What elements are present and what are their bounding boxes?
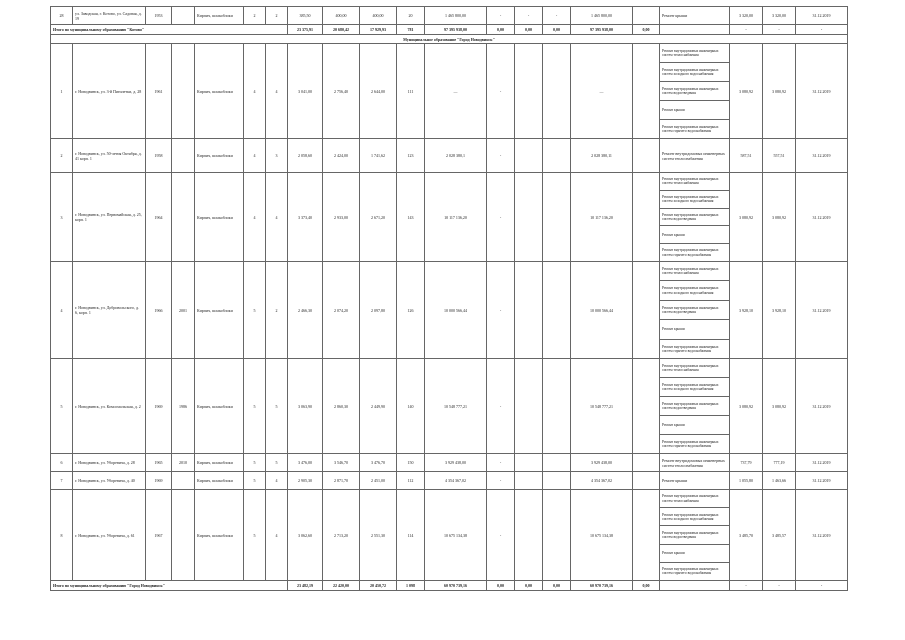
row-cost-total: — [425,44,487,139]
row-specific-cost: 3 080,92 [730,44,763,139]
row-number: 6 [51,454,73,472]
total-limit: - [763,25,796,35]
row-works [660,173,730,262]
row-year: 1953 [146,7,172,25]
row-limit-cost: 1 463,66 [763,472,796,490]
row-wall-material: Кирпич, шлакоблоки [195,7,244,25]
row-empty [633,472,660,490]
row-floors: 2 [244,7,266,25]
work-type: Ремонт внутридомовых инженерных систем теплоснабжения [660,490,729,508]
row-floors: 5 [244,490,266,581]
total-fund: 0,00 [487,581,515,591]
row-area-owned: 2 451,00 [360,472,397,490]
row-empty [633,44,660,139]
row-address: г. Новодвинск, ул. 50-летия Октября, д. 41 корп. 1 [73,139,146,173]
row-entrances: 4 [266,173,288,262]
row-year: 1958 [146,139,172,173]
work-list [660,173,729,261]
total-owners: 97 395 938,00 [571,25,633,35]
row-fund: - [487,472,515,490]
total-row-kotovo [51,25,848,35]
row-fund: - [487,44,515,139]
total-extra: 0,00 [633,581,660,591]
work-list [660,490,729,580]
row-area-living: 2 424,00 [323,139,360,173]
row-region [515,44,543,139]
row-year: 1961 [146,44,172,139]
row-local [543,454,571,472]
total-specific: - [730,25,763,35]
row-number: 7 [51,472,73,490]
total-area-living: 22 420,00 [323,581,360,591]
row-local [543,173,571,262]
row-year-renovation [172,173,195,262]
table-row [51,7,848,25]
row-area-living: 2 756,40 [323,44,360,139]
row-area-living: 2 713,20 [323,490,360,581]
row-residents: 126 [397,262,425,359]
row-area-total: 3 062,60 [288,490,323,581]
row-number: 2 [51,139,73,173]
row-address: г. Новодвинск, ул. Уборевича, д. 61 [73,490,146,581]
work-type: Ремонт внутридомовых инженерных систем теплоснабжения [660,262,729,281]
table-row [51,472,848,490]
row-local [543,490,571,581]
total-residents: 1 098 [397,581,425,591]
row-area-owned: 2 551,30 [360,490,397,581]
row-entrances: 4 [266,490,288,581]
row-area-owned: 2 671,20 [360,173,397,262]
row-region [515,173,543,262]
row-wall-material: Кирпич, шлакоблоки [195,139,244,173]
section-title: Муниципальное образование "Город Новодвинск" [51,35,848,44]
table-row [51,173,848,262]
row-residents: 112 [397,472,425,490]
row-limit-cost: 3 080,92 [763,173,796,262]
row-owners: 10 548 777,21 [571,359,633,454]
row-owners: 10 675 134,38 [571,490,633,581]
row-area-owned: 2 449,90 [360,359,397,454]
row-fund: - [487,262,515,359]
row-owners: 10 117 136,20 [571,173,633,262]
row-residents: 150 [397,454,425,472]
row-year-renovation [172,44,195,139]
row-limit-cost: 557,51 [763,139,796,173]
row-specific-cost: 3 485,70 [730,490,763,581]
row-address: г. Новодвинск, ул. Уборевича, д. 28 [73,454,146,472]
table-row [51,454,848,472]
row-limit-cost: 777,19 [763,454,796,472]
total-row-novodvinsk [51,581,848,591]
row-empty [633,262,660,359]
row-floors: 4 [244,139,266,173]
work-type: Ремонт крыши [660,545,729,563]
row-year: 1964 [146,173,172,262]
row-number: 5 [51,359,73,454]
row-deadline: 31.12.2019 [796,359,848,454]
work-type: Ремонт внутридомовых инженерных систем холодного водоснабжения [660,378,729,397]
row-number: 4 [51,262,73,359]
row-area-total: 2 905,30 [288,472,323,490]
row-specific-cost: 3 080,92 [730,173,763,262]
row-area-total: 3 041,00 [288,44,323,139]
row-deadline: 31.12.2019 [796,262,848,359]
row-number: 3 [51,173,73,262]
row-address: г. Новодвинск, ул. Уборевича, д. 40 [73,472,146,490]
row-local [543,359,571,454]
total-area-living: 20 680,42 [323,25,360,35]
row-area-total: 2 466,30 [288,262,323,359]
row-area-owned: 400,00 [360,7,397,25]
row-local [543,262,571,359]
row-cost-total: 2 028 380,1 [425,139,487,173]
row-year-renovation: 2010 [172,454,195,472]
row-region [515,139,543,173]
work-type: Ремонт крыши [662,478,688,483]
row-floors: 5 [244,472,266,490]
row-local: - [543,7,571,25]
row-works [660,454,730,472]
total-area-owned: 20 450,72 [360,581,397,591]
work-type: Ремонт крыши [660,416,729,435]
row-wall-material: Кирпич, шлакоблоки [195,490,244,581]
total-empty [660,581,730,591]
row-floors: 4 [244,44,266,139]
total-deadline: - [796,25,848,35]
row-floors: 5 [244,359,266,454]
row-local [543,44,571,139]
row-wall-material: Кирпич, шлакоблоки [195,262,244,359]
total-local: 0,00 [543,581,571,591]
row-cost-total: 4 354 367,02 [425,472,487,490]
row-entrances: 4 [266,472,288,490]
work-type: Ремонт внутридомовых инженерных систем водоотведения [660,82,729,101]
work-type: Ремонт внутридомовых инженерных систем холодного водоснабжения [660,63,729,82]
row-fund: - [487,173,515,262]
row-empty [633,139,660,173]
row-year: 1967 [146,490,172,581]
row-works [660,44,730,139]
row-work-type: Ремонт крыши [660,7,730,25]
row-area-living: 2 860,30 [323,359,360,454]
work-type: Ремонт внутридомовых инженерных систем водоотведения [660,526,729,544]
row-wall-material: Кирпич, шлакоблоки [195,44,244,139]
work-type: Ремонт внутридомовых инженерных систем горячего водоснабжения [662,567,719,576]
row-wall-material: Кирпич, шлакоблоки [195,472,244,490]
row-specific-cost: 3 080,92 [730,359,763,454]
row-fund: - [487,454,515,472]
row-entrances: 5 [266,454,288,472]
row-deadline: 31.12.2019 [796,173,848,262]
row-wall-material: Кирпич, шлакоблоки [195,359,244,454]
table-row [51,490,848,581]
row-entrances: 3 [266,139,288,173]
row-residents: 20 [397,7,425,25]
row-owners: 4 354 367,02 [571,472,633,490]
row-limit-cost: 3 080,92 [763,44,796,139]
row-year-renovation [172,7,195,25]
row-cost-total: 10 000 566,44 [425,262,487,359]
row-empty [633,7,660,25]
row-year: 1969 [146,472,172,490]
work-type: Ремонт внутридомовых инженерных систем теплоснабжения [662,457,725,468]
row-year-renovation: 1986 [172,359,195,454]
row-address: г. Новодвинск, ул. Первомайская, д. 25, корп. 1 [73,173,146,262]
row-year: 1969 [146,359,172,454]
row-area-total: 3 476,00 [288,454,323,472]
work-type: Ремонт внутридомовых инженерных систем теплоснабжения [660,44,729,63]
row-local [543,139,571,173]
work-type: Ремонт внутридомовых инженерных систем холодного водоснабжения [660,281,729,300]
row-fund: - [487,139,515,173]
row-area-total: 3 063,90 [288,359,323,454]
row-wall-material: Кирпич, шлакоблоки [195,173,244,262]
row-address: ул. Заводская, г. Котово, ул. Садовая, д. 19 [73,7,146,25]
row-area-owned: 1 741,62 [360,139,397,173]
total-extra: 0,00 [633,25,660,35]
row-area-living: 2 871,70 [323,472,360,490]
row-cost-total: 3 929 438,00 [425,454,487,472]
row-residents: 140 [397,359,425,454]
row-limit-cost: 3 485,57 [763,490,796,581]
row-works [660,139,730,173]
total-region: 0,00 [515,581,543,591]
row-entrances: 2 [266,262,288,359]
row-area-living: 3 546,70 [323,454,360,472]
work-type: Ремонт внутридомовых инженерных систем холодного водоснабжения [660,508,729,526]
row-floors: 4 [244,173,266,262]
work-type: Ремонт внутридомовых инженерных систем теплоснабжения [662,150,725,161]
work-list [660,262,729,358]
work-list [660,44,729,138]
row-year: 1965 [146,454,172,472]
row-owners: 10 000 566,44 [571,262,633,359]
row-entrances: 2 [266,7,288,25]
row-residents: 111 [397,44,425,139]
row-residents: 123 [397,139,425,173]
row-region [515,490,543,581]
total-cost: 60 970 739,16 [425,581,487,591]
total-residents: 781 [397,25,425,35]
work-type: Ремонт внутридомовых инженерных систем горячего водоснабжения [662,439,719,448]
row-area-living: 2 074,20 [323,262,360,359]
row-limit-cost: 3 320,00 [763,7,796,25]
row-area-total: 385,50 [288,7,323,25]
total-owners: 60 970 739,16 [571,581,633,591]
row-floors: 5 [244,262,266,359]
row-fund: - [487,359,515,454]
row-deadline: 31.12.2019 [796,44,848,139]
row-address: г. Новодвинск, ул. Комсомольская, д. 2 [73,359,146,454]
row-floors: 5 [244,454,266,472]
total-label: Итого по муниципальному образованию "Котово" [51,25,288,35]
row-deadline: 31.12.2019 [796,454,848,472]
row-empty [633,490,660,581]
row-area-owned: 3 476,70 [360,454,397,472]
row-deadline: 31.12.2019 [796,139,848,173]
row-area-living: 2 933,00 [323,173,360,262]
row-deadline: 31.12.2019 [796,490,848,581]
row-area-owned: 2 644,00 [360,44,397,139]
row-specific-cost: 3 320,00 [730,7,763,25]
row-limit-cost: 3 080,92 [763,359,796,454]
work-type: Ремонт внутридомовых инженерных систем горячего водоснабжения [662,248,719,257]
row-residents: 143 [397,173,425,262]
row-entrances: 5 [266,359,288,454]
work-type: Ремонт внутридомовых инженерных систем теплоснабжения [660,359,729,378]
row-specific-cost: 3 928,10 [730,262,763,359]
total-area-total: 23 375,91 [288,25,323,35]
row-year-renovation [172,472,195,490]
row-address: г. Новодвинск, ул. 3-й Пятилетки, д. 28 [73,44,146,139]
row-area-owned: 2 097,80 [360,262,397,359]
work-type: Ремонт внутридомовых инженерных систем водоотведения [660,301,729,320]
row-works [660,472,730,490]
row-works [660,490,730,581]
work-type: Ремонт внутридомовых инженерных систем теплоснабжения [660,173,729,191]
total-cost: 97 395 938,00 [425,25,487,35]
row-address: г. Новодвинск, ул. Добровольского, д. 6, корп. 1 [73,262,146,359]
work-type: Ремонт крыши [660,101,729,120]
row-limit-cost: 3 928,10 [763,262,796,359]
work-list [660,359,729,453]
row-year-renovation [172,490,195,581]
row-fund: - [487,490,515,581]
row-specific-cost: 1 055,80 [730,472,763,490]
row-area-total: 3 373,40 [288,173,323,262]
row-specific-cost: 737,79 [730,454,763,472]
row-fund: - [487,7,515,25]
work-type: Ремонт крыши [660,320,729,339]
row-year-renovation [172,139,195,173]
row-empty [633,359,660,454]
work-type: Ремонт крыши [660,226,729,244]
row-number: 1 [51,44,73,139]
row-cost-total: 10 117 136,20 [425,173,487,262]
row-region [515,359,543,454]
row-region: - [515,7,543,25]
total-area-total: 23 482,19 [288,581,323,591]
total-fund: 0,00 [487,25,515,35]
row-region [515,262,543,359]
total-area-owned: 17 929,93 [360,25,397,35]
row-owners: 3 929 438,00 [571,454,633,472]
row-local [543,472,571,490]
table-row [51,44,848,139]
total-empty [660,25,730,35]
row-works [660,262,730,359]
section-header-row [51,35,848,44]
row-area-total: 2 058,60 [288,139,323,173]
row-deadline: 31.12.2019 [796,7,848,25]
row-entrances: 4 [266,44,288,139]
row-number: 8 [51,490,73,581]
table-row [51,262,848,359]
row-region [515,472,543,490]
row-cost-total: 1 465 800,00 [425,7,487,25]
row-residents: 114 [397,490,425,581]
table-row [51,139,848,173]
row-number: 28 [51,7,73,25]
work-type: Ремонт внутридомовых инженерных систем горячего водоснабжения [662,344,719,353]
row-cost-total: 10 675 134,38 [425,490,487,581]
row-wall-material: Кирпич, шлакоблоки [195,454,244,472]
row-deadline: 31.12.2019 [796,472,848,490]
total-local: 0,00 [543,25,571,35]
row-owners: — [571,44,633,139]
total-limit: - [763,581,796,591]
row-works [660,359,730,454]
capital-repair-table [50,6,848,591]
row-empty [633,454,660,472]
row-specific-cost: 587,51 [730,139,763,173]
row-owners: 2 028 380,11 [571,139,633,173]
total-deadline: - [796,581,848,591]
total-label: Итого по муниципальному образованию "Город Новодвинск" [51,581,288,591]
row-cost-total: 10 548 777,21 [425,359,487,454]
work-type: Ремонт внутридомовых инженерных систем горячего водоснабжения [662,124,719,133]
work-type: Ремонт внутридомовых инженерных систем водоотведения [660,209,729,227]
row-owners: 1 465 800,00 [571,7,633,25]
total-specific: - [730,581,763,591]
work-type: Ремонт внутридомовых инженерных систем холодного водоснабжения [660,191,729,209]
row-year: 1966 [146,262,172,359]
table-row [51,359,848,454]
row-empty [633,173,660,262]
row-year-renovation: 2001 [172,262,195,359]
row-area-living: 400,00 [323,7,360,25]
work-type: Ремонт внутридомовых инженерных систем водоотведения [660,397,729,416]
total-region: 0,00 [515,25,543,35]
row-region [515,454,543,472]
